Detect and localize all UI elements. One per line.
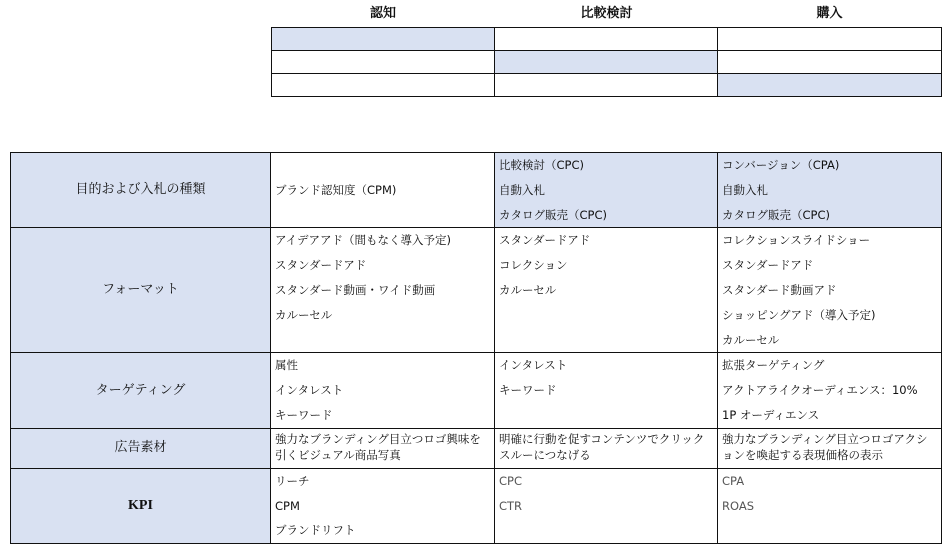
cell-line: ROAS — [722, 498, 755, 513]
row-label-creative: 広告素材 — [11, 428, 271, 468]
stage-cell — [718, 74, 942, 97]
stage-row-2 — [272, 51, 942, 74]
cell-line: カタログ販売（CPC) — [499, 207, 607, 222]
row-label-objective: 目的および入札の種類 — [11, 153, 271, 228]
cell-line: 拡張ターゲティング — [722, 358, 825, 373]
stage-grid — [271, 27, 942, 97]
cell-line: 属性 — [275, 358, 298, 373]
cell-line: アクトアライクオーディエンス：10% — [722, 383, 918, 398]
cell-line: アイデアアド（間もなく導入予定) — [275, 233, 451, 248]
cell-creative-consideration — [495, 428, 718, 468]
stage-cell — [718, 51, 942, 74]
cell-line: 自動入札 — [722, 182, 768, 197]
cell-text: 明確に行動を促すコンテンツでクリックスルーにつなげる — [499, 431, 705, 462]
stage-row-1 — [272, 28, 942, 51]
cell-targeting-consideration — [495, 353, 718, 428]
row-format — [11, 228, 942, 353]
cell-format-consideration — [495, 228, 718, 353]
stage-cell — [718, 28, 942, 51]
cell-line: インタレスト — [499, 358, 568, 373]
cell-line: カタログ販売（CPC) — [722, 207, 830, 222]
cell-kpi-awareness — [271, 468, 495, 543]
row-label-kpi: KPI — [11, 468, 271, 543]
row-targeting — [11, 353, 942, 428]
cell-objective-awareness — [271, 153, 495, 228]
stage-cell — [495, 28, 718, 51]
cell-line: カルーセル — [275, 307, 333, 322]
ad-strategy-table — [10, 152, 942, 544]
cell-line: キーワード — [499, 383, 557, 398]
stage-cell — [495, 74, 718, 97]
row-objective — [11, 153, 942, 228]
stage-header-purchase: 購入 — [816, 6, 843, 21]
cell-creative-purchase — [718, 428, 942, 468]
cell-kpi-consideration — [495, 468, 718, 543]
stage-header-consideration: 比較検討 — [580, 6, 633, 21]
cell-kpi-purchase — [718, 468, 942, 543]
cell-line: スタンダード動画アド — [722, 282, 837, 297]
cell-line: インタレスト — [275, 383, 344, 398]
cell-text: 強力なブランディング目立つロゴ興味を引くビジュアル商品写真 — [275, 431, 481, 462]
cell-text: 強力なブランディング目立つロゴアクションを喚起する表現価格の表示 — [722, 431, 928, 462]
cell-line: ブランドリフト — [275, 523, 356, 538]
cell-format-purchase — [718, 228, 942, 353]
row-label-format: フォーマット — [11, 228, 271, 353]
cell-line: カルーセル — [499, 282, 557, 297]
cell-line: CPM — [275, 498, 300, 513]
cell-targeting-purchase — [718, 353, 942, 428]
cell-line: コレクション — [499, 258, 568, 273]
cell-line: 1P オーディエンス — [722, 407, 820, 422]
stage-cell — [495, 51, 718, 74]
cell-line: スタンダードアド — [722, 258, 814, 273]
cell-targeting-awareness — [271, 353, 495, 428]
cell-line: ショッピングアド（導入予定) — [722, 307, 876, 322]
cell-line: 自動入札 — [499, 182, 545, 197]
cell-line: 比較検討（CPC) — [499, 158, 584, 172]
stage-headers — [271, 4, 941, 24]
cell-format-awareness — [271, 228, 495, 353]
cell-creative-awareness — [271, 428, 495, 468]
cell-line: カルーセル — [722, 332, 780, 347]
cell-line: スタンダード動画・ワイド動画 — [275, 282, 436, 297]
cell-objective-purchase — [718, 153, 942, 228]
cell-line: コンバージョン（CPA) — [722, 158, 840, 172]
cell-line: CTR — [499, 498, 523, 513]
stage-row-3 — [272, 74, 942, 97]
cell-line: ブランド認知度（CPM) — [275, 182, 397, 197]
row-label-targeting: ターゲティング — [11, 353, 271, 428]
cell-line: CPA — [722, 473, 745, 488]
cell-line: CPC — [499, 473, 522, 488]
cell-line: スタンダードアド — [275, 258, 367, 273]
cell-line: スタンダードアド — [499, 233, 591, 248]
stage-header-awareness: 認知 — [369, 6, 396, 21]
row-kpi — [11, 468, 942, 543]
cell-line: キーワード — [275, 407, 333, 422]
stage-cell — [272, 51, 495, 74]
cell-line: コレクションスライドショー — [722, 233, 871, 248]
cell-line: リーチ — [275, 473, 310, 488]
row-creative — [11, 428, 942, 468]
cell-objective-consideration — [495, 153, 718, 228]
stage-cell — [272, 28, 495, 51]
stage-cell — [272, 74, 495, 97]
